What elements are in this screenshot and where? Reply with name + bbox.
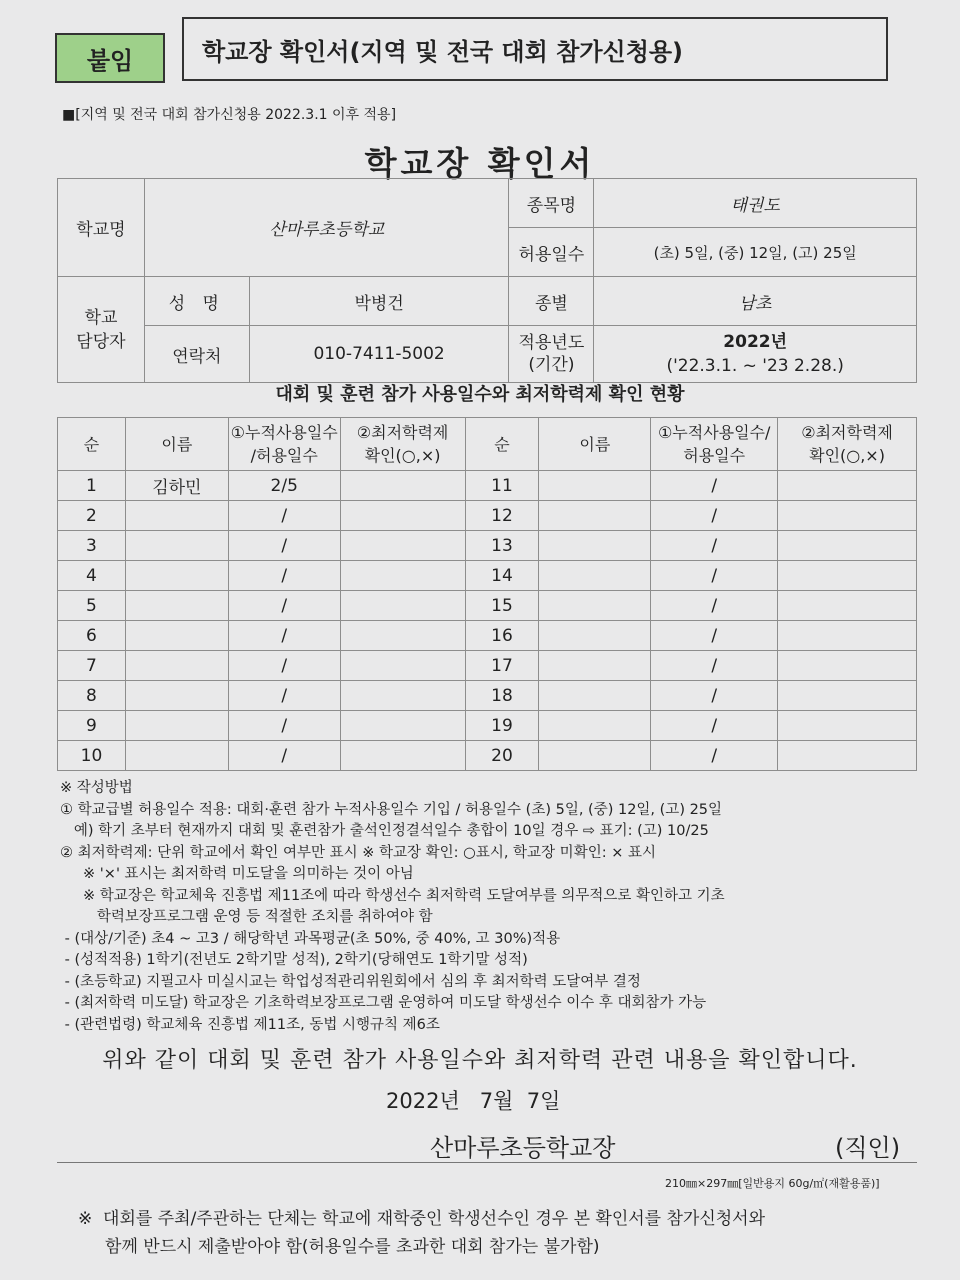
row-no: 3 <box>58 531 126 561</box>
row-days-2: / <box>651 471 778 501</box>
row-no: 1 <box>58 471 126 501</box>
row-no: 9 <box>58 711 126 741</box>
attachment-tag-label: 붙임 <box>86 46 134 75</box>
header-name: 이름 <box>125 418 228 471</box>
row-name <box>125 741 228 771</box>
paper-spec: 210㎜×297㎜[일반용지 60g/㎡(재활용품)] <box>665 1177 880 1190</box>
row-no-2: 14 <box>465 561 539 591</box>
row-days: / <box>228 711 340 741</box>
row-check <box>340 651 465 681</box>
row-days: / <box>228 741 340 771</box>
row-check <box>340 531 465 561</box>
row-days: / <box>228 621 340 651</box>
row-check <box>340 591 465 621</box>
form-title: 학교장 확인서(지역 및 전국 대회 참가신청용) <box>202 37 684 66</box>
table-row <box>58 591 917 621</box>
table-row <box>58 501 917 531</box>
confirmation-date: 2022년 7월 7일 <box>386 1089 561 1113</box>
row-days-2: / <box>651 501 778 531</box>
header-no: 순 <box>58 418 126 471</box>
row-no: 8 <box>58 681 126 711</box>
row-name <box>125 531 228 561</box>
instruction-line: 학력보장프로그램 운영 등 적절한 조치를 취하여야 함 <box>60 909 433 925</box>
row-name-2 <box>539 501 651 531</box>
confirmation-statement: 위와 같이 대회 및 훈련 참가 사용일수와 최저학력 관련 내용을 확인합니다. <box>102 1048 858 1073</box>
row-check <box>340 681 465 711</box>
row-no-2: 17 <box>465 651 539 681</box>
header-name-2: 이름 <box>539 418 651 471</box>
row-no-2: 13 <box>465 531 539 561</box>
header-check-2: ②최저학력제 확인(○,×) <box>778 418 917 471</box>
row-check-2 <box>778 471 917 501</box>
instruction-line: ① 학교급별 허용일수 적용: 대회·훈련 참가 누적사용일수 기입 / 허용일수 (초) 5일, (중) 12일, (고) 25일 <box>60 801 723 818</box>
row-check <box>340 561 465 591</box>
contact-value: 010-7411-5002 <box>249 326 509 383</box>
table-row <box>58 711 917 741</box>
form-title-box <box>182 17 888 81</box>
row-days: / <box>228 591 340 621</box>
row-name-2 <box>539 471 651 501</box>
year-label: 적용년도 (기간) <box>509 326 594 383</box>
page-title: 학교장 확인서 <box>364 144 596 183</box>
period-value: ('22.3.1. ~ '23 2.28.) <box>666 356 844 376</box>
school-name-label: 학교명 <box>58 179 145 277</box>
sport-label: 종목명 <box>509 179 594 228</box>
divider <box>57 1162 917 1163</box>
instruction-line: - (성적적용) 1학기(전년도 2학기말 성적), 2학기(당해연도 1학기말 성적) <box>60 952 528 968</box>
header-no-2: 순 <box>465 418 539 471</box>
row-check-2 <box>778 501 917 531</box>
category-value: 남초 <box>594 277 917 326</box>
header-days-2: ①누적사용일수/ 허용일수 <box>651 418 778 471</box>
row-no-2: 18 <box>465 681 539 711</box>
footer-note: ※ 대회를 주최/주관하는 단체는 학교에 재학중인 학생선수인 경우 본 확인서를 참가신청서와 함께 반드시 제출받아야 함(허용일수를 초과한 대회 참가는 불가함) <box>78 1209 766 1257</box>
row-days: / <box>228 531 340 561</box>
row-days: / <box>228 501 340 531</box>
row-no-2: 16 <box>465 621 539 651</box>
row-no: 5 <box>58 591 126 621</box>
allowed-days-label: 허용일수 <box>509 228 594 277</box>
table-row <box>58 741 917 771</box>
row-check-2 <box>778 711 917 741</box>
category-label: 종별 <box>509 277 594 326</box>
row-days: / <box>228 651 340 681</box>
instructions <box>60 778 920 1036</box>
student-table <box>57 417 917 771</box>
instruction-line: ※ 작성방법 <box>60 780 133 796</box>
row-check-2 <box>778 591 917 621</box>
row-check-2 <box>778 741 917 771</box>
row-no-2: 11 <box>465 471 539 501</box>
row-no: 2 <box>58 501 126 531</box>
instruction-line: - (초등학교) 지필고사 미실시교는 학업성적관리위원회에서 심의 후 최저학력 도달여부 결정 <box>60 973 641 990</box>
row-no-2: 20 <box>465 741 539 771</box>
instruction-line: ② 최저학력제: 단위 학교에서 확인 여부만 표시 ※ 학교장 확인: ○표시, 학교장 미확인: × 표시 <box>60 844 656 861</box>
row-name <box>125 591 228 621</box>
row-name-2 <box>539 621 651 651</box>
row-no: 7 <box>58 651 126 681</box>
section-title: 대회 및 훈련 참가 사용일수와 최저학력제 확인 현황 <box>275 384 685 405</box>
row-check <box>340 471 465 501</box>
header-days: ①누적사용일수 /허용일수 <box>228 418 340 471</box>
table-row <box>58 561 917 591</box>
instruction-line: ※ '×' 표시는 최저학력 미도달을 의미하는 것이 아님 <box>60 866 414 882</box>
row-days-2: / <box>651 591 778 621</box>
row-name <box>125 711 228 741</box>
row-name-2 <box>539 681 651 711</box>
year-cell <box>594 326 917 383</box>
instruction-line: - (대상/기준) 초4 ~ 고3 / 해당학년 과목평균(초 50%, 중 40%, 고 30%)적용 <box>60 930 561 947</box>
row-no-2: 19 <box>465 711 539 741</box>
table-row <box>58 681 917 711</box>
school-info-table <box>57 178 917 383</box>
student-table-header <box>58 418 917 471</box>
row-days-2: / <box>651 681 778 711</box>
row-check-2 <box>778 651 917 681</box>
school-name-value: 산마루초등학교 <box>144 179 509 277</box>
applicability-notice: ■[지역 및 전국 대회 참가신청용 2022.3.1 이후 적용] <box>62 107 397 123</box>
row-no-2: 15 <box>465 591 539 621</box>
row-days-2: / <box>651 561 778 591</box>
table-row <box>58 621 917 651</box>
row-name <box>125 621 228 651</box>
row-name-2 <box>539 651 651 681</box>
manager-name-label: 성 명 <box>144 277 249 326</box>
row-check <box>340 711 465 741</box>
row-no: 4 <box>58 561 126 591</box>
manager-name-value: 박병건 <box>249 277 509 326</box>
row-check-2 <box>778 531 917 561</box>
row-days: / <box>228 561 340 591</box>
attachment-tag <box>55 33 165 83</box>
row-check-2 <box>778 621 917 651</box>
row-name: 김하민 <box>125 471 228 501</box>
contact-label: 연락처 <box>144 326 249 383</box>
year-value: 2022년 <box>723 332 788 352</box>
instruction-line: - (관련법령) 학교체육 진흥법 제11조, 동법 시행규칙 제6조 <box>60 1016 440 1033</box>
row-days-2: / <box>651 741 778 771</box>
row-check-2 <box>778 561 917 591</box>
table-row <box>58 471 917 501</box>
row-name <box>125 651 228 681</box>
allowed-days-value: (초) 5일, (중) 12일, (고) 25일 <box>594 228 917 277</box>
row-days: / <box>228 681 340 711</box>
row-check <box>340 621 465 651</box>
manager-label: 학교 담당자 <box>58 277 145 383</box>
row-check <box>340 501 465 531</box>
row-days-2: / <box>651 531 778 561</box>
row-name-2 <box>539 711 651 741</box>
row-name-2 <box>539 591 651 621</box>
row-days-2: / <box>651 621 778 651</box>
official-seal: (직인) <box>835 1134 901 1162</box>
instruction-line: ※ 학교장은 학교체육 진흥법 제11조에 따라 학생선수 최저학력 도달여부를 의무적으로 확인하고 기초 <box>60 887 725 904</box>
table-row <box>58 651 917 681</box>
principal-name: 산마루초등학교장 <box>430 1134 616 1162</box>
row-no: 6 <box>58 621 126 651</box>
instruction-line: 예) 학기 초부터 현재까지 대회 및 훈련참가 출석인정결석일수 총합이 10일 경우 ⇨ 표기: (고) 10/25 <box>60 823 709 839</box>
row-name-2 <box>539 741 651 771</box>
header-check: ②최저학력제 확인(○,×) <box>340 418 465 471</box>
row-name <box>125 501 228 531</box>
row-days-2: / <box>651 651 778 681</box>
row-name <box>125 561 228 591</box>
row-no-2: 12 <box>465 501 539 531</box>
row-check <box>340 741 465 771</box>
table-row <box>58 531 917 561</box>
row-days-2: / <box>651 711 778 741</box>
row-name-2 <box>539 531 651 561</box>
row-name-2 <box>539 561 651 591</box>
row-check-2 <box>778 681 917 711</box>
sport-value: 태권도 <box>594 179 917 228</box>
row-days: 2/5 <box>228 471 340 501</box>
row-no: 10 <box>58 741 126 771</box>
instruction-line: - (최저학력 미도달) 학교장은 기초학력보장프로그램 운영하여 미도달 학생선수 이수 후 대회참가 가능 <box>60 995 707 1011</box>
row-name <box>125 681 228 711</box>
